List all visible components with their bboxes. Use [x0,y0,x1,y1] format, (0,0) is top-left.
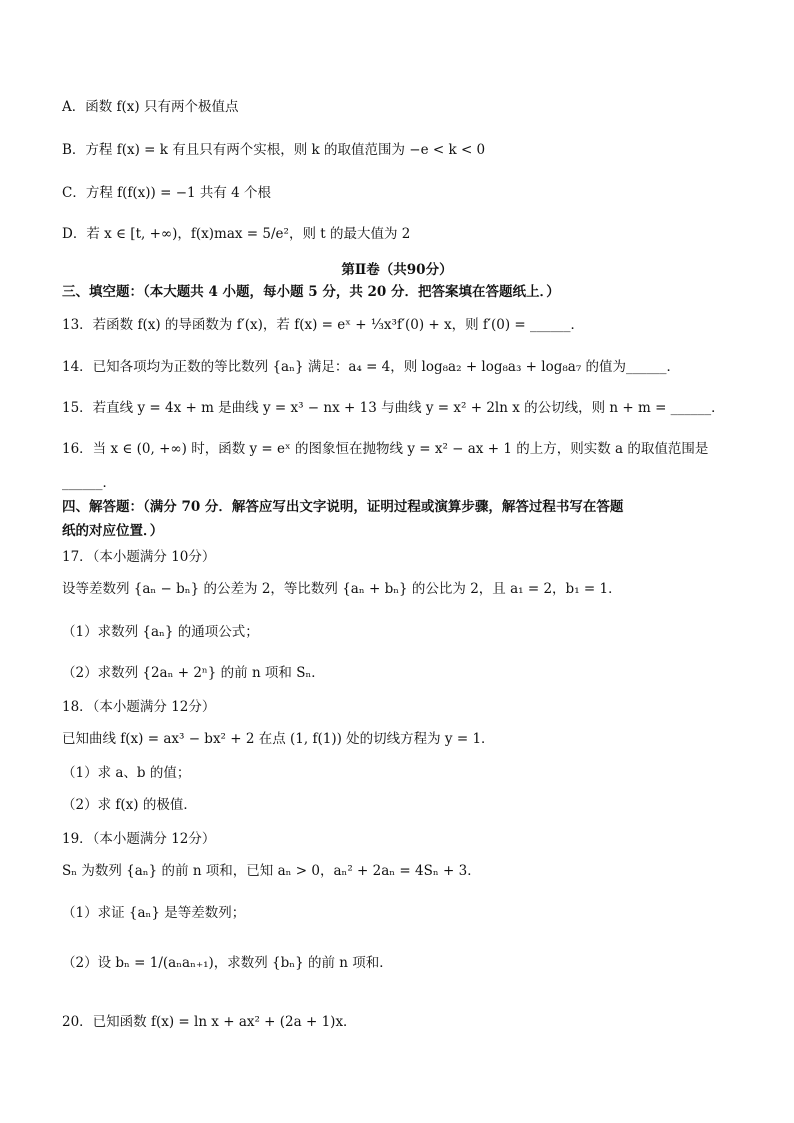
question-16-blank: ______． [62,475,116,491]
q18-part2: （2）求 f(x) 的极值． [62,797,197,813]
q17-label: 17．（本小题满分 10分） [62,549,216,565]
q17-part2: （2）求数列 {2aₙ + 2ⁿ} 的前 n 项和 Sₙ． [62,665,325,681]
q18-label: 18．（本小题满分 12分） [62,699,216,715]
section3-heading: 三、填空题：（本大题共 4 小题，每小题 5 分，共 20 分．把答案填在答题纸上．） [62,284,560,300]
question-15: 15．若直线 y = 4x + m 是曲线 y = x³ − nx + 13 与曲线 y = x² + 2ln x 的公切线，则 n + m = ______． [62,400,725,416]
option-a: A．函数 f(x) 只有两个极值点 [62,99,239,115]
option-c: C．方程 f(f(x)) = −1 共有 4 个根 [62,185,272,201]
question-13: 13．若函数 f(x) 的导函数为 f′(x)，若 f(x) = eˣ + ⅓x³f′(0) + x，则 f′(0) = ______． [62,317,585,333]
q18-part1: （1）求 a、b 的值； [62,765,191,781]
option-d: D．若 x ∈ [t, +∞)，f(x)max = 5/e²，则 t 的最大值为 2 [62,226,411,242]
part2-title: 第Ⅱ卷（共90分） [341,262,453,278]
question-14: 14．已知各项均为正数的等比数列 {aₙ} 满足：a₄ = 4，则 log₈a₂ + log₈a₃ + log₈a₇ 的值为______． [62,359,681,375]
q18-stem: 已知曲线 f(x) = ax³ − bx² + 2 在点 (1, f(1)) 处的切线方程为 y = 1． [62,731,495,747]
section4-heading-cont: 纸的对应位置．） [62,523,164,539]
q19-part1: （1）求证 {aₙ} 是等差数列； [62,905,246,921]
question-16: 16．当 x ∈ (0, +∞) 时，函数 y = eˣ 的图象恒在抛物线 y = x² − ax + 1 的上方，则实数 a 的取值范围是 [62,441,709,457]
q19-stem: Sₙ 为数列 {aₙ} 的前 n 项和，已知 aₙ > 0，aₙ² + 2aₙ = 4Sₙ + 3． [62,863,481,879]
q17-stem: 设等差数列 {aₙ − bₙ} 的公差为 2，等比数列 {aₙ + bₙ} 的公比为 2，且 a₁ = 2，b₁ = 1． [62,581,622,597]
q20-stem: 20．已知函数 f(x) = ln x + ax² + (2a + 1)x． [62,1014,357,1030]
section4-heading: 四、解答题：（满分 70 分．解答应写出文字说明，证明过程或演算步骤，解答过程书写在答题 [62,499,624,515]
option-b: B．方程 f(x) = k 有且只有两个实根，则 k 的取值范围为 −e < k < 0 [62,142,486,158]
q17-part1: （1）求数列 {aₙ} 的通项公式； [62,624,259,640]
q19-part2: （2）设 bₙ = 1/(aₙaₙ₊₁)，求数列 {bₙ} 的前 n 项和． [62,955,393,971]
q19-label: 19．（本小题满分 12分） [62,831,216,847]
